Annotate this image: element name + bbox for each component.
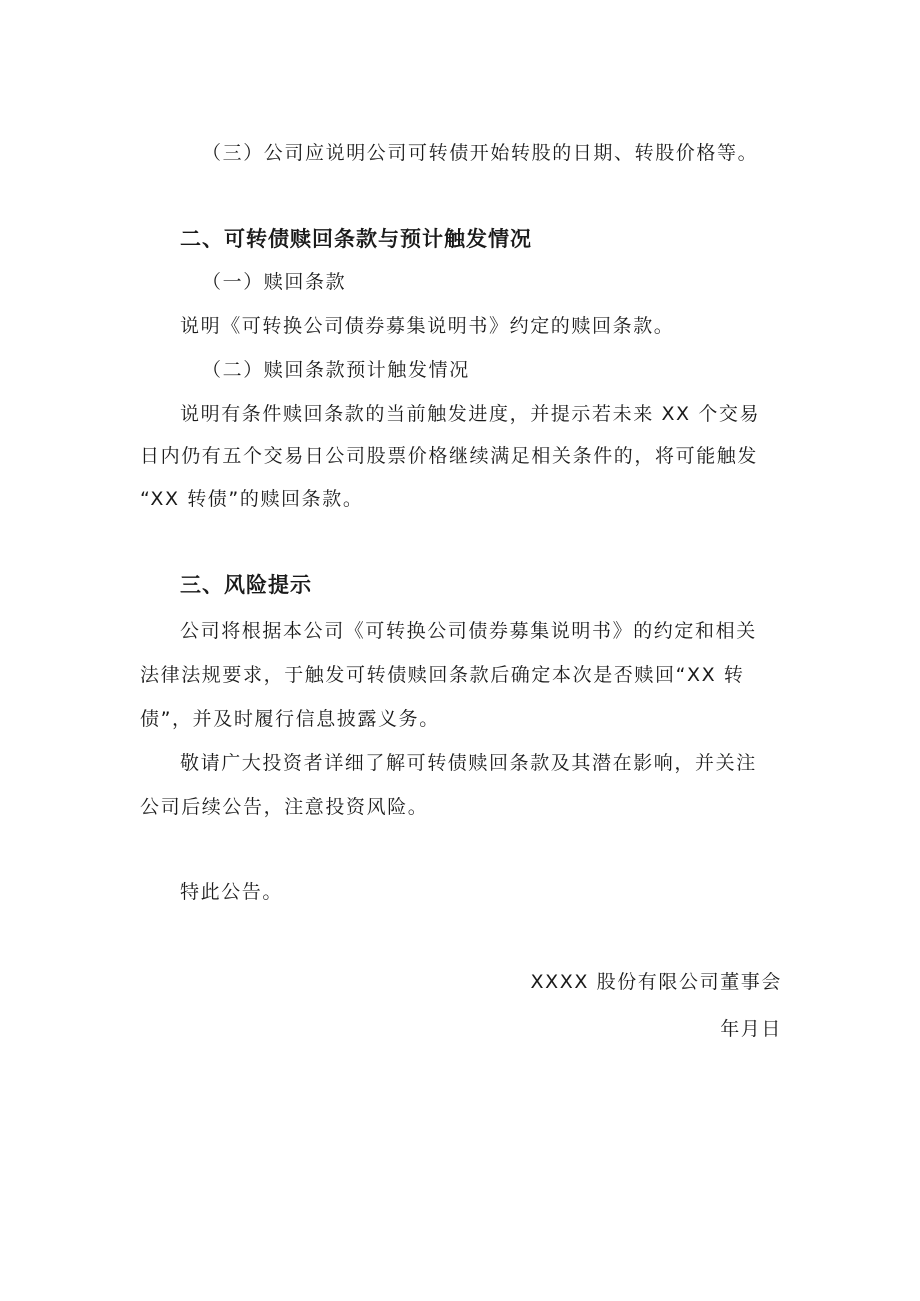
section-3-heading: 三、风险提示 (180, 573, 312, 597)
section-3-para-1-line-3: 债”，并及时履行信息披露义务。 (140, 708, 440, 730)
section-2-subtitle-1: （一）赎回条款 (202, 271, 347, 293)
section-2-sub-2-body-line-2: 日内仍有五个交易日公司股票价格继续满足相关条件的，将可能触发 (140, 445, 759, 467)
section-3-para-1-line-1: 公司将根据本公司《可转换公司债券募集说明书》的约定和相关 (180, 620, 757, 642)
signature-date: 年月日 (720, 1018, 782, 1040)
closing-statement: 特此公告。 (180, 881, 284, 903)
section-3-para-1-line-2: 法律法规要求，于触发可转债赎回条款后确定本次是否赎回“XX 转 (140, 664, 745, 686)
section-2-sub-2-body-line-1: 说明有条件赎回条款的当前触发进度，并提示若未来 XX 个交易 (180, 403, 761, 425)
section-2-sub-2-body-line-3: “XX 转债”的赎回条款。 (140, 488, 364, 510)
section-2-sub-1-body: 说明《可转换公司债券募集说明书》约定的赎回条款。 (180, 315, 675, 337)
signature-company: XXXX 股份有限公司董事会 (530, 971, 782, 993)
item-3-conversion-info: （三）公司应说明公司可转债开始转股的日期、转股价格等。 (202, 142, 759, 164)
section-2-subtitle-2: （二）赎回条款预计触发情况 (202, 359, 470, 381)
section-3-para-2-line-2: 公司后续公告，注意投资风险。 (140, 796, 429, 818)
section-3-para-2-line-1: 敬请广大投资者详细了解可转债赎回条款及其潜在影响，并关注 (180, 752, 757, 774)
section-2-heading: 二、可转债赎回条款与预计触发情况 (180, 227, 532, 251)
